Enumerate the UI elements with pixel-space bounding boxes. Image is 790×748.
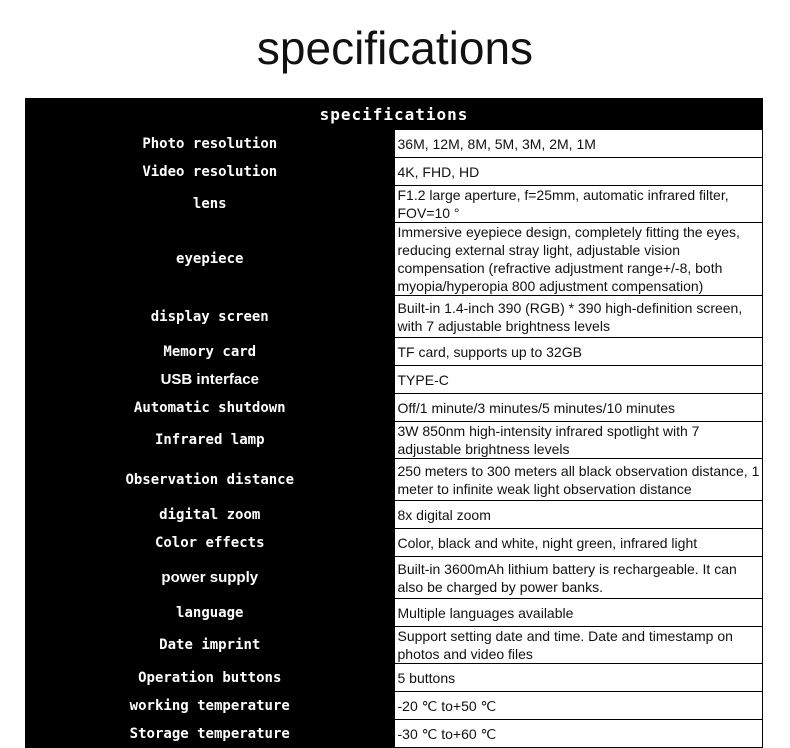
page-title: specifications <box>256 22 534 74</box>
row-value: -20 ℃ to+50 ℃ <box>394 692 763 720</box>
row-value: Built-in 1.4-inch 390 (RGB) * 390 high-definition screen, with 7 adjustable brightness levels <box>394 296 763 338</box>
row-label: lens <box>26 186 395 223</box>
table-row <box>26 296 763 338</box>
row-label: Color effects <box>26 529 395 557</box>
row-label: display screen <box>26 296 395 338</box>
row-value: 250 meters to 300 meters all black observation distance, 1 meter to infinite weak light observation distance <box>394 459 763 501</box>
table-row <box>26 664 763 692</box>
row-value: Built-in 3600mAh lithium battery is rechargeable. It can also be charged by power banks. <box>394 557 763 599</box>
row-label: Automatic shutdown <box>26 394 395 422</box>
row-label: USB interface <box>26 366 395 394</box>
row-value: F1.2 large aperture, f=25mm, automatic infrared filter, FOV=10 ° <box>394 186 763 223</box>
row-label: Date imprint <box>26 627 395 664</box>
table-header: specifications <box>26 99 763 130</box>
specifications-table <box>25 98 763 748</box>
table-row <box>26 459 763 501</box>
table-row <box>26 158 763 186</box>
row-value: Multiple languages available <box>394 599 763 627</box>
row-value: TF card, supports up to 32GB <box>394 338 763 366</box>
table-row <box>26 338 763 366</box>
table-header-row <box>26 99 763 130</box>
row-label: digital zoom <box>26 501 395 529</box>
row-label: language <box>26 599 395 627</box>
row-label: eyepiece <box>26 223 395 296</box>
row-label: Operation buttons <box>26 664 395 692</box>
row-label: Photo resolution <box>26 130 395 158</box>
table-row <box>26 394 763 422</box>
row-label: working temperature <box>26 692 395 720</box>
table-row <box>26 599 763 627</box>
row-label: Infrared lamp <box>26 422 395 459</box>
row-value: 5 buttons <box>394 664 763 692</box>
table-row <box>26 720 763 748</box>
table-row <box>26 501 763 529</box>
row-value: Color, black and white, night green, infrared light <box>394 529 763 557</box>
table-row <box>26 130 763 158</box>
row-value: 8x digital zoom <box>394 501 763 529</box>
row-label: Memory card <box>26 338 395 366</box>
row-value: 36M, 12M, 8M, 5M, 3M, 2M, 1M <box>394 130 763 158</box>
table-row <box>26 186 763 223</box>
row-value: Off/1 minute/3 minutes/5 minutes/10 minutes <box>394 394 763 422</box>
table-row <box>26 422 763 459</box>
row-label: power supply <box>26 557 395 599</box>
row-label: Observation distance <box>26 459 395 501</box>
row-value: 3W 850nm high-intensity infrared spotlight with 7 adjustable brightness levels <box>394 422 763 459</box>
table-row <box>26 529 763 557</box>
table-row <box>26 627 763 664</box>
table-row <box>26 366 763 394</box>
table-row <box>26 692 763 720</box>
row-label: Video resolution <box>26 158 395 186</box>
table-row <box>26 557 763 599</box>
row-value: Support setting date and time. Date and timestamp on photos and video files <box>394 627 763 664</box>
row-value: 4K, FHD, HD <box>394 158 763 186</box>
row-value: Immersive eyepiece design, completely fitting the eyes, reducing external stray light, adjustable vision compensation (refractive adjustment range+/-8, both myopia/hyperopia 800 adjustment compensation) <box>394 223 763 296</box>
row-label: Storage temperature <box>26 720 395 748</box>
row-value: -30 ℃ to+60 ℃ <box>394 720 763 748</box>
table-row <box>26 223 763 296</box>
row-value: TYPE-C <box>394 366 763 394</box>
